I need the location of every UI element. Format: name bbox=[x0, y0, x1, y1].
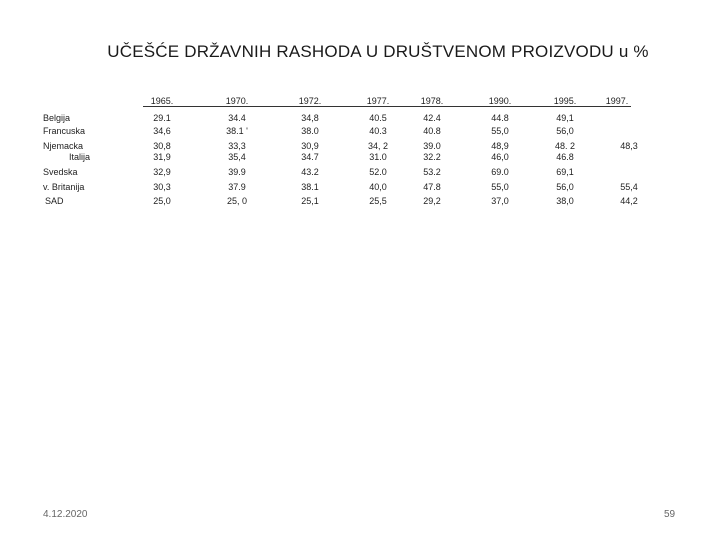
table-cell: 55,0 bbox=[491, 126, 509, 136]
table-cell: 42.4 bbox=[423, 113, 441, 123]
table-cell: 30,9 bbox=[301, 141, 319, 151]
table-cell: 47.8 bbox=[423, 182, 441, 192]
table-cell: 25, 0 bbox=[226, 196, 248, 206]
table-cell: 25,1 bbox=[301, 196, 319, 206]
table-cell: 37,0 bbox=[491, 196, 509, 206]
table-cell: 40.5 bbox=[369, 113, 387, 123]
table-cell: 25,5 bbox=[369, 196, 387, 206]
year-header: 1997. bbox=[605, 96, 629, 106]
table-cell: 38.1 bbox=[301, 182, 319, 192]
table-cell: 44.8 bbox=[491, 113, 509, 123]
table-cell: 34.4 bbox=[228, 113, 246, 123]
table-cell: 39.0 bbox=[423, 141, 441, 151]
table-cell: 35,4 bbox=[228, 152, 246, 162]
table-cell: 32,9 bbox=[153, 167, 171, 177]
year-header: 1972. bbox=[298, 96, 322, 106]
country-label: Svedska bbox=[43, 167, 78, 177]
table-cell: 40.8 bbox=[423, 126, 441, 136]
table-cell: 29.1 bbox=[153, 113, 171, 123]
table-cell: 38.1 ' bbox=[226, 126, 248, 136]
table-cell: 34.7 bbox=[301, 152, 319, 162]
year-header: 1970. bbox=[225, 96, 249, 106]
year-header: 1977. bbox=[366, 96, 390, 106]
country-label: Belgija bbox=[43, 113, 71, 123]
page-number: 59 bbox=[664, 509, 676, 520]
table-cell: 40.3 bbox=[369, 126, 387, 136]
table-cell: 39.9 bbox=[228, 167, 246, 177]
country-label: SAD bbox=[45, 196, 64, 206]
table-cell: 34, 2 bbox=[367, 141, 389, 151]
country-label: Njemacka bbox=[43, 141, 84, 151]
table-cell: 69.0 bbox=[491, 167, 509, 177]
table-cell: 56,0 bbox=[556, 126, 574, 136]
table-cell: 30,8 bbox=[153, 141, 171, 151]
table-cell: 44,2 bbox=[620, 196, 638, 206]
table-cell: 38,0 bbox=[556, 196, 574, 206]
header-rule bbox=[143, 106, 631, 107]
table-cell: 46,0 bbox=[491, 152, 509, 162]
country-label: v. Britanija bbox=[43, 182, 85, 192]
table-cell: 25,0 bbox=[153, 196, 171, 206]
slide-title: UČEŠĆE DRŽAVNIH RASHODA U DRUŠTVENOM PROIZVODU u % bbox=[107, 42, 649, 61]
table-cell: 43.2 bbox=[301, 167, 319, 177]
table-cell: 56,0 bbox=[556, 182, 574, 192]
table-cell: 48,9 bbox=[491, 141, 509, 151]
table-cell: 46.8 bbox=[556, 152, 574, 162]
table-cell: 53.2 bbox=[423, 167, 441, 177]
year-header: 1978. bbox=[420, 96, 444, 106]
table-cell: 32.2 bbox=[423, 152, 441, 162]
year-header: 1995. bbox=[553, 96, 577, 106]
table-cell: 55,0 bbox=[491, 182, 509, 192]
table-cell: 40,0 bbox=[369, 182, 387, 192]
table-cell: 31.0 bbox=[369, 152, 387, 162]
table-cell: 30,3 bbox=[153, 182, 171, 192]
table-cell: 33,3 bbox=[228, 141, 246, 151]
table-cell: 48,3 bbox=[620, 141, 638, 151]
table-cell: 29,2 bbox=[423, 196, 441, 206]
table-cell: 34,8 bbox=[301, 113, 319, 123]
table-cell: 38.0 bbox=[301, 126, 319, 136]
table-cell: 37.9 bbox=[228, 182, 246, 192]
table-cell: 48. 2 bbox=[554, 141, 576, 151]
year-header: 1990. bbox=[488, 96, 512, 106]
year-header: 1965. bbox=[150, 96, 174, 106]
country-label: Francuska bbox=[43, 126, 86, 136]
country-label: Italija bbox=[69, 152, 91, 162]
footer-date: 4.12.2020 bbox=[43, 509, 88, 520]
table-cell: 52.0 bbox=[369, 167, 387, 177]
table-cell: 31,9 bbox=[153, 152, 171, 162]
table-cell: 34,6 bbox=[153, 126, 171, 136]
table-cell: 69,1 bbox=[556, 167, 574, 177]
table-cell: 49,1 bbox=[556, 113, 574, 123]
table-cell: 55,4 bbox=[620, 182, 638, 192]
